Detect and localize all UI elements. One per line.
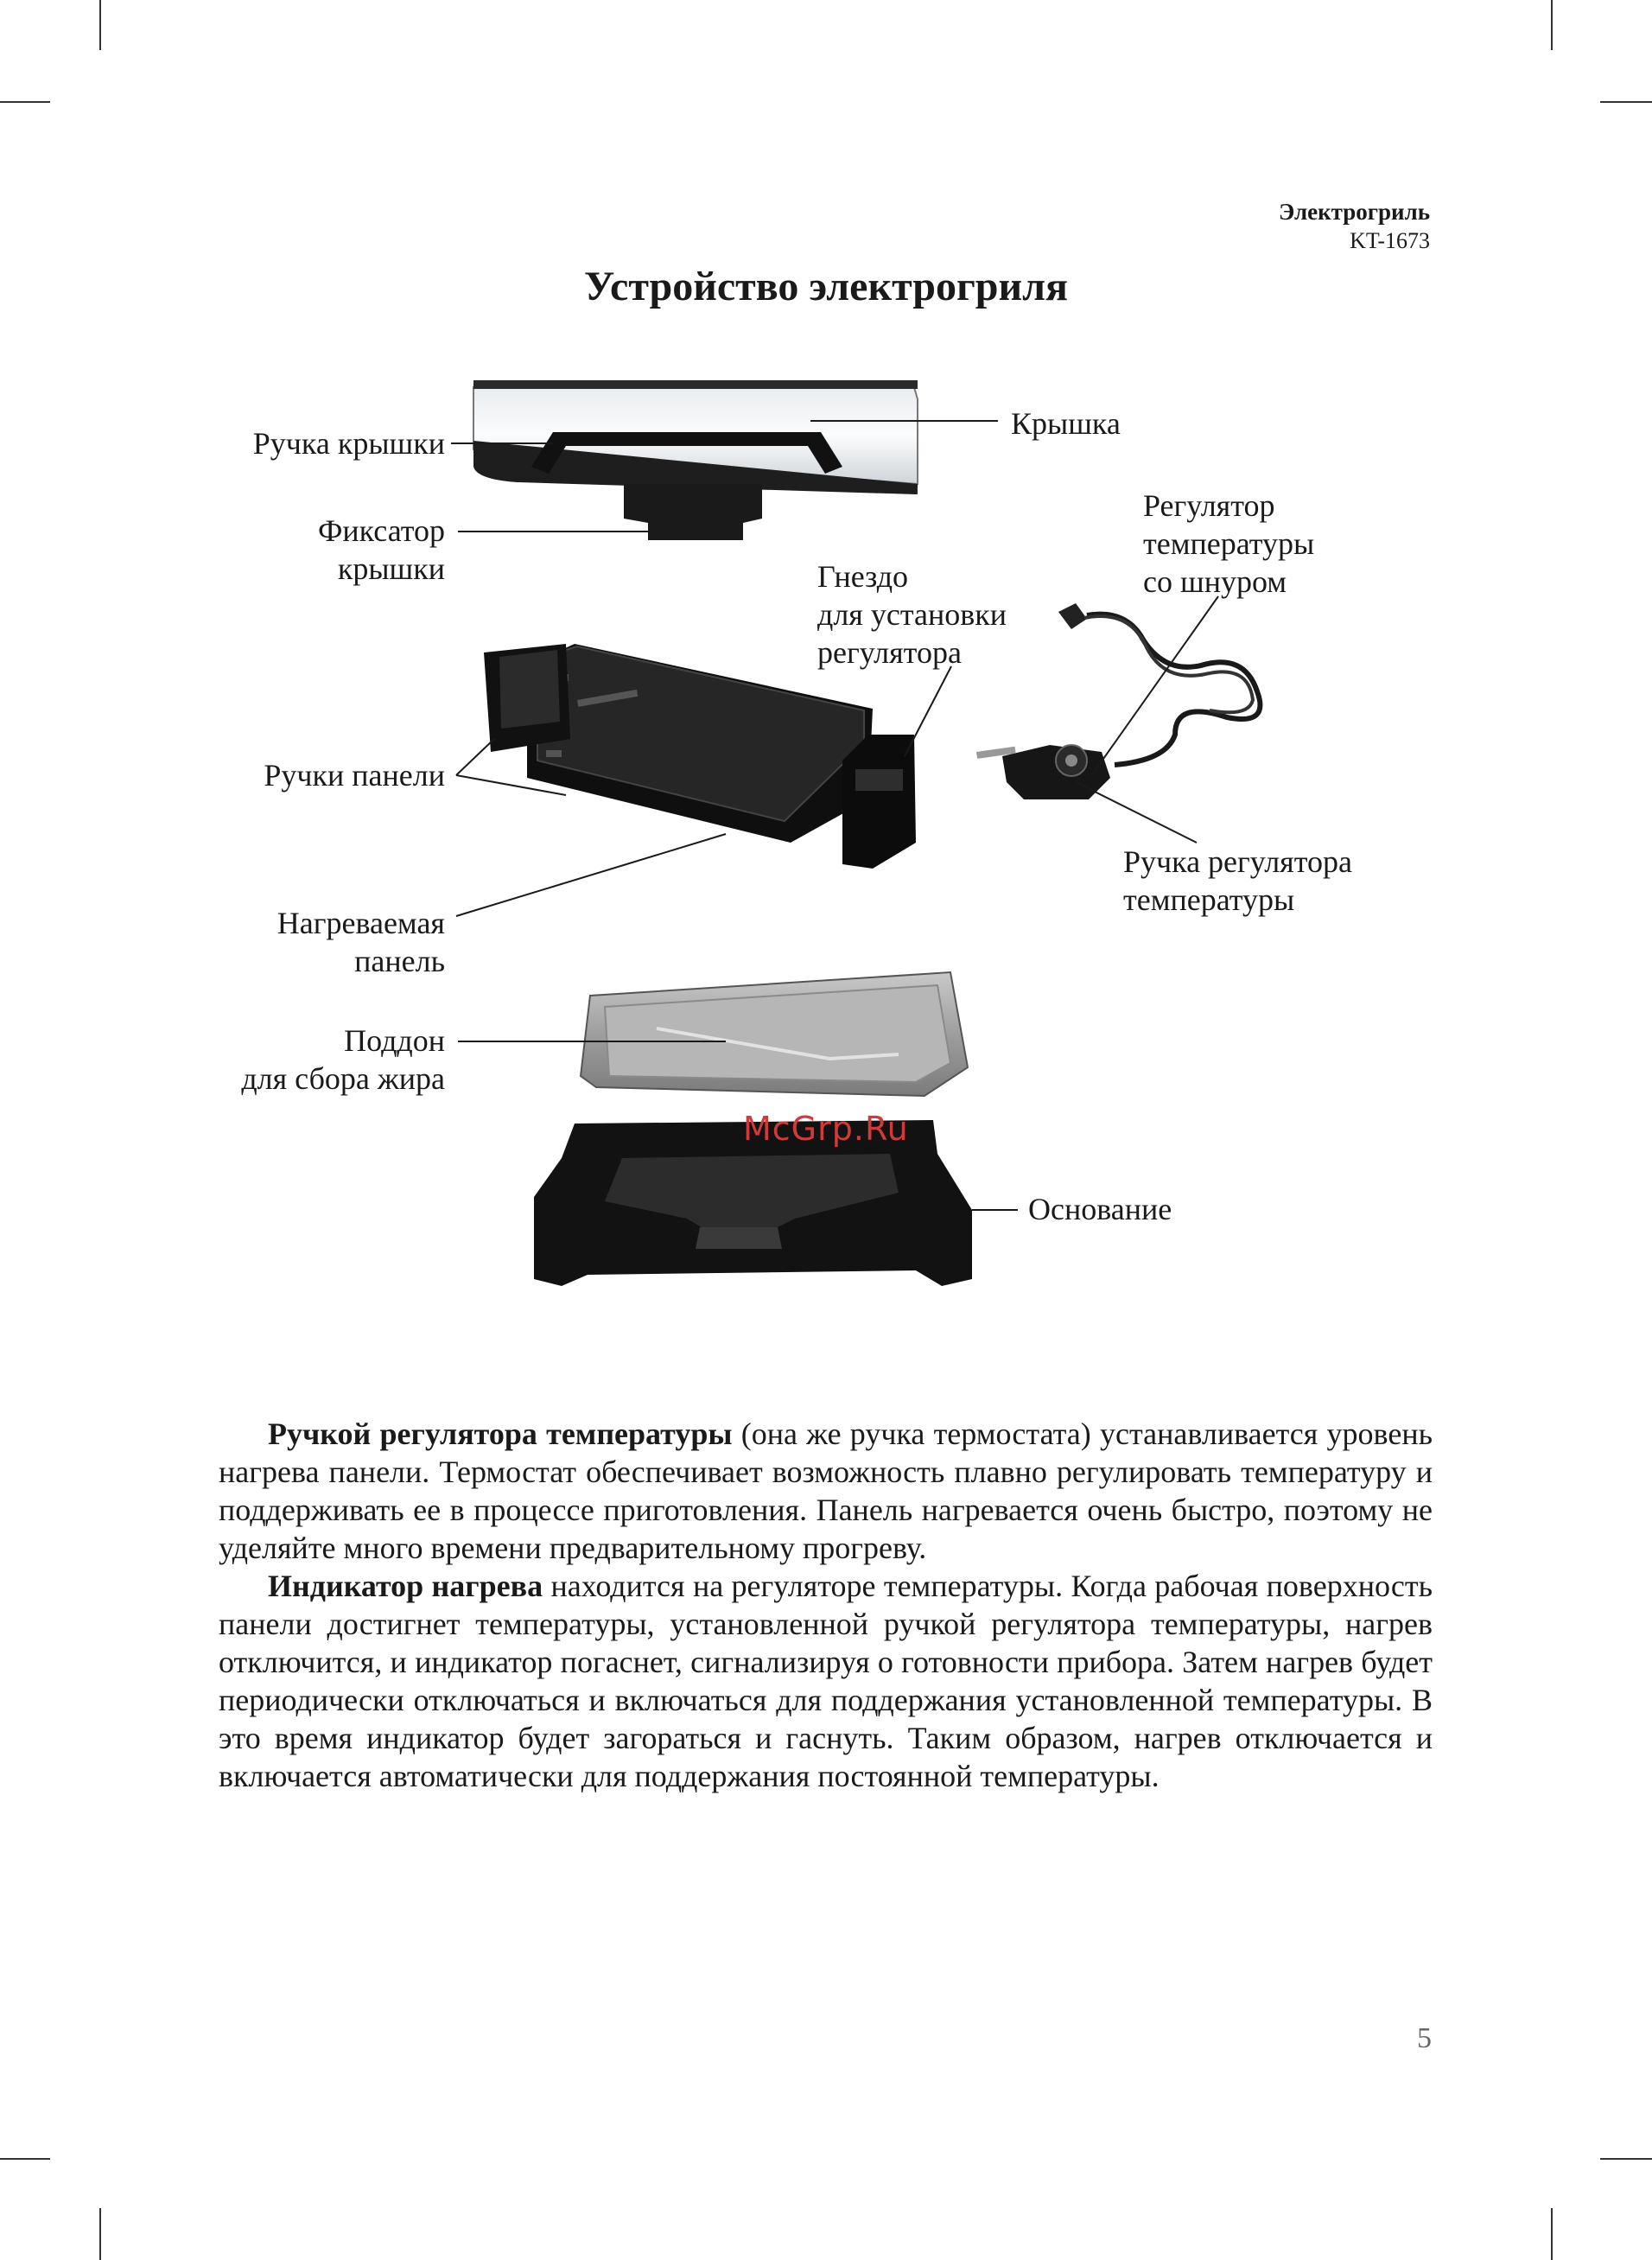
paragraph-thermostat-knob [219, 1415, 1433, 1567]
label-thermostat-line3: со шнуром [1143, 564, 1287, 599]
header-product-name: Электрогриль [1278, 199, 1430, 225]
label-panel-handles: Ручки панели [264, 758, 445, 793]
watermark: McGrp.Ru [743, 1110, 909, 1148]
label-socket [817, 557, 1007, 672]
paragraph-heat-indicator-text: находится на регуляторе температуры. Когда рабочая поверхность панели достигнет температуры, установленной ручкой регулятора температуры, нагрев отключится, и индикатор погаснет, сигнализируя о готовности прибора. Затем нагрев будет периодически отключаться и включаться для поддержания установленной температуры. В это время индикатор будет загораться и гаснуть. Таким образом, нагрев отключается и включается автоматически для поддержания постоянной температуры. [219, 1569, 1433, 1793]
label-lid-handle: Ручка крышки [252, 426, 445, 461]
label-thermostat [1143, 487, 1314, 601]
label-socket-line2: для установки [817, 597, 1007, 632]
label-heating-panel-line1: Нагреваемая [276, 906, 445, 940]
crop-mark [1551, 2208, 1553, 2260]
header-model-number: KT-1673 [1350, 228, 1430, 253]
label-heating-panel-line2: панель [354, 944, 445, 978]
paragraph-heat-indicator [219, 1567, 1433, 1795]
label-thermostat-line2: температуры [1143, 526, 1315, 561]
thermostat-with-cord [976, 603, 1260, 799]
label-thermostat-knob [1123, 843, 1352, 919]
heating-panel [484, 644, 916, 869]
label-heating-panel [277, 904, 445, 980]
label-lid-latch-line1: Фиксатор [317, 513, 445, 548]
crop-mark [0, 2158, 50, 2160]
label-lid-latch-line2: крышки [337, 551, 445, 586]
label-drip-tray [241, 1022, 445, 1098]
label-base: Основание [1028, 1192, 1172, 1226]
label-thermostat-knob-line1: Ручка регулятора [1123, 844, 1352, 879]
drip-tray [581, 972, 968, 1096]
page-title: Устройство электрогриля [583, 264, 1068, 309]
lid [473, 380, 918, 540]
paragraph-thermostat-knob-term: Ручкой регулятора температуры [268, 1416, 733, 1451]
label-socket-line1: Гнездо [817, 559, 909, 594]
crop-mark [1600, 2158, 1652, 2160]
label-thermostat-knob-line2: температуры [1123, 882, 1295, 917]
label-socket-line3: регулятора [817, 635, 962, 670]
label-thermostat-line1: Регулятор [1143, 488, 1275, 523]
paragraph-heat-indicator-term: Индикатор нагрева [268, 1569, 543, 1603]
label-drip-tray-line2: для сбора жира [241, 1061, 445, 1096]
body-text [219, 1415, 1433, 1795]
label-drip-tray-line1: Поддон [344, 1023, 445, 1058]
crop-mark [99, 2208, 101, 2260]
label-lid: Крышка [1011, 406, 1121, 441]
label-lid-latch [318, 512, 445, 588]
paragraph-thermostat-knob-text: (она же ручка термостата) устанавливается уровень нагрева панели. Термостат обеспечивает возможность плавно регулировать температуру и поддерживать ее в процессе приготовления. Панель нагревается очень быстро, поэтому не уделяйте много времени предварительному прогреву. [219, 1416, 1433, 1565]
page-number: 5 [1417, 2022, 1432, 2054]
